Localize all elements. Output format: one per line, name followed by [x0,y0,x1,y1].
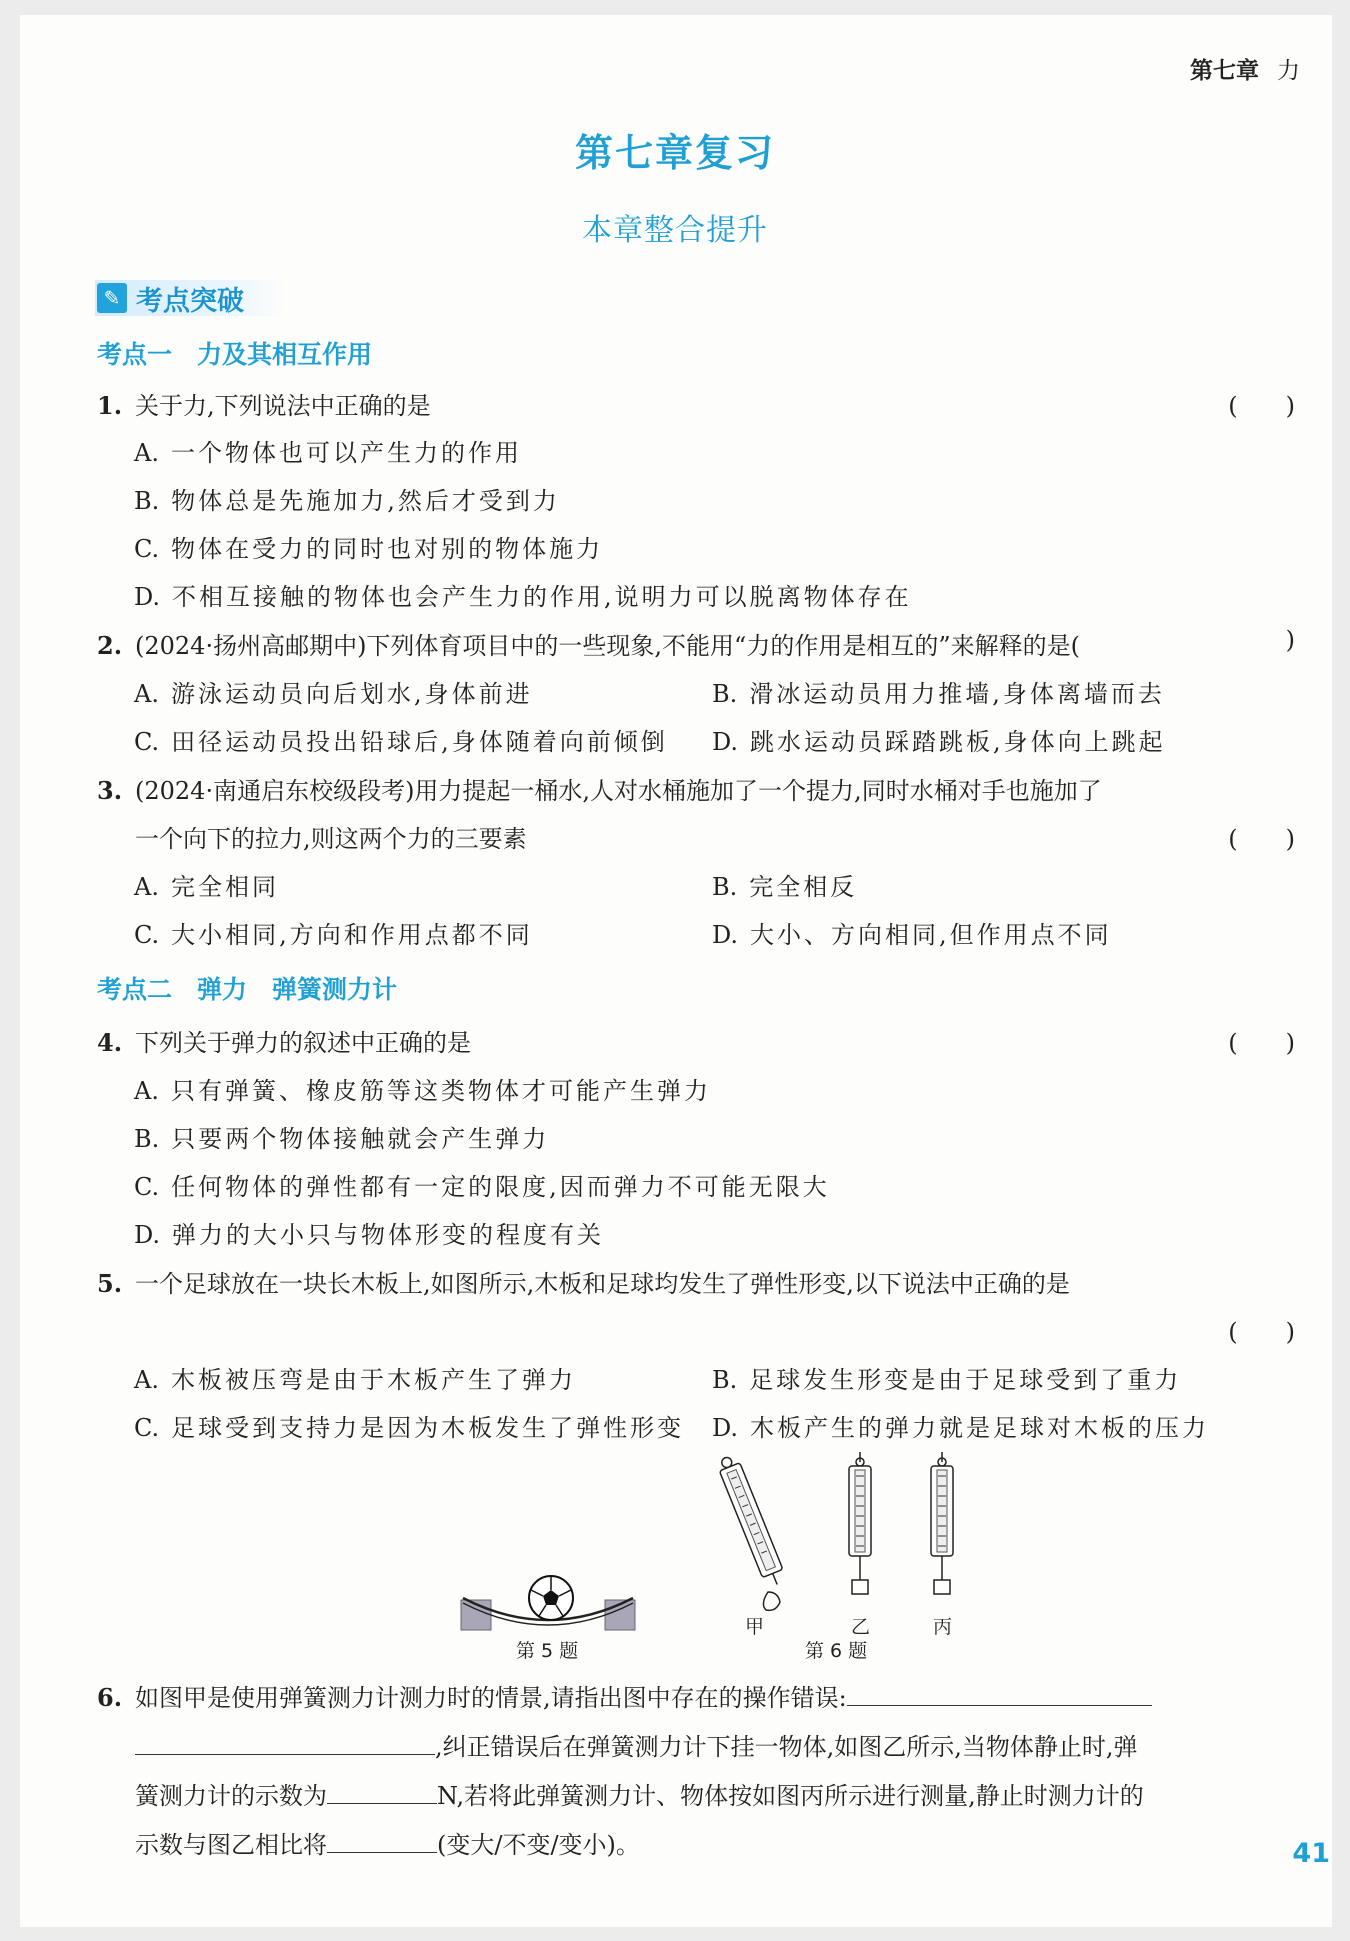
question-3: 3. (2024·南通启东校级段考)用力提起一桶水,人对水桶施加了一个提力,同时水桶对手也施加了 [97,776,1102,805]
hand-icon [763,1592,780,1610]
figure-6-label-bing: 丙 [933,1616,953,1638]
figure-6-label-yi: 乙 [851,1616,871,1638]
option-2a: A. 游泳运动员向后划水,身体前进 [134,680,533,708]
weight-block [934,1580,950,1594]
option-3a: A. 完全相同 [134,873,279,901]
option-5d: D. 木板产生的弹力就是足球对木板的压力 [712,1414,1210,1442]
option-4a: A. 只有弹簧、橡皮筋等这类物体才可能产生弹力 [134,1077,711,1105]
figure-6-label-jia: 甲 [745,1616,765,1638]
answer-blank[interactable] [135,1728,435,1755]
question-4: 4. 下列关于弹力的叙述中正确的是 [97,1028,471,1057]
page-title: 第七章复习 [574,130,775,175]
option-1d: D. 不相互接触的物体也会产生力的作用,说明力可以脱离物体存在 [134,583,912,611]
answer-blank[interactable] [327,1777,437,1804]
answer-blank[interactable] [847,1679,1152,1706]
answer-paren-5: ( ) [1228,1318,1295,1346]
figure-5-caption: 第 5 题 [516,1640,579,1662]
question-1 [97,386,431,421]
option-4d: D. 弹力的大小只与物体形变的程度有关 [134,1221,605,1249]
pencil-icon: ✎ [97,283,127,313]
weight-block [852,1580,868,1594]
page-number: 41 [1292,1838,1330,1869]
answer-blank[interactable] [327,1826,437,1853]
section-heading-1: 考点一 力及其相互作用 [97,340,373,369]
section-badge [95,280,285,316]
question-3-line-2: 一个向下的拉力,则这两个力的三要素 [135,825,527,853]
question-stem: 下列关于弹力的叙述中正确的是 [135,1029,471,1057]
board-football-figure [455,1560,645,1635]
question-stem: (2024·南通启东校级段考)用力提起一桶水,人对水桶施加了一个提力,同时水桶对手也施加了 [135,777,1102,805]
answer-paren-3: ( ) [1228,825,1295,853]
question-2: 2. (2024·扬州高邮期中)下列体育项目中的一些现象,不能用“力的作用是相互的”来解释的是( [97,631,1080,660]
option-5a: A. 木板被压弯是由于木板产生了弹力 [134,1366,576,1394]
chapter-label: 第七章 [1190,58,1259,84]
figure-6-caption: 第 6 题 [805,1640,868,1662]
page-subtitle: 本章整合提升 [582,213,768,248]
question-6-line-4: 示数与图乙相比将 (变大/不变/变小)。 [135,1825,640,1860]
option-3b: B. 完全相反 [712,873,858,901]
option-5c: C. 足球受到支持力是因为木板发生了弹性形变 [134,1414,685,1442]
option-2c: C. 田径运动员投出铅球后,身体随着向前倾倒 [134,728,668,756]
running-header [1190,52,1300,85]
option-1c: C. 物体在受力的同时也对别的物体施力 [134,535,604,563]
question-6-line-3: 簧测力计的示数为 N,若将此弹簧测力计、物体按如图丙所示进行测量,静止时测力计的 [135,1776,1144,1811]
option-4c: C. 任何物体的弹性都有一定的限度,因而弹力不可能无限大 [134,1173,830,1201]
section-heading-2: 考点二 弹力 弹簧测力计 [97,975,398,1004]
spring-scale-tilted [716,1453,788,1588]
question-stem: 一个足球放在一块长木板上,如图所示,木板和足球均发生了弹性形变,以下说法中正确的是 [135,1270,1070,1298]
subject-label: 力 [1277,58,1300,84]
answer-paren-4: ( ) [1228,1029,1295,1057]
question-number: 1. [97,391,123,420]
option-2d: D. 跳水运动员踩踏跳板,身体向上跳起 [712,728,1166,756]
badge-label: 考点突破 [136,285,244,317]
option-5b: B. 足球发生形变是由于足球受到了重力 [712,1366,1182,1394]
option-2b: B. 滑冰运动员用力推墙,身体离墙而去 [712,680,1165,708]
spring-scale-figure [710,1450,980,1625]
spring-scale-inverted [931,1452,953,1594]
question-6-line-2: ,纠正错误后在弹簧测力计下挂一物体,如图乙所示,当物体静止时,弹 [135,1727,1138,1762]
answer-paren-2-close: ) [1285,626,1295,654]
option-4b: B. 只要两个物体接触就会产生弹力 [134,1125,550,1153]
question-stem: (2024·扬州高邮期中)下列体育项目中的一些现象,不能用“力的作用是相互的”来解释的是( [135,632,1080,660]
option-3c: C. 大小相同,方向和作用点都不同 [134,921,533,949]
question-6: 6. 如图甲是使用弹簧测力计测力时的情景,请指出图中存在的操作错误: [97,1678,1152,1713]
question-5: 5. 一个足球放在一块长木板上,如图所示,木板和足球均发生了弹性形变,以下说法中正确的是 [97,1269,1070,1298]
option-1a: A. 一个物体也可以产生力的作用 [134,439,522,467]
answer-paren-1: ( ) [1228,392,1295,420]
spring-scale-vertical [849,1452,871,1594]
question-stem: 关于力,下列说法中正确的是 [135,392,431,420]
option-1b: B. 物体总是先施加力,然后才受到力 [134,487,560,515]
option-3d: D. 大小、方向相同,但作用点不同 [712,921,1112,949]
